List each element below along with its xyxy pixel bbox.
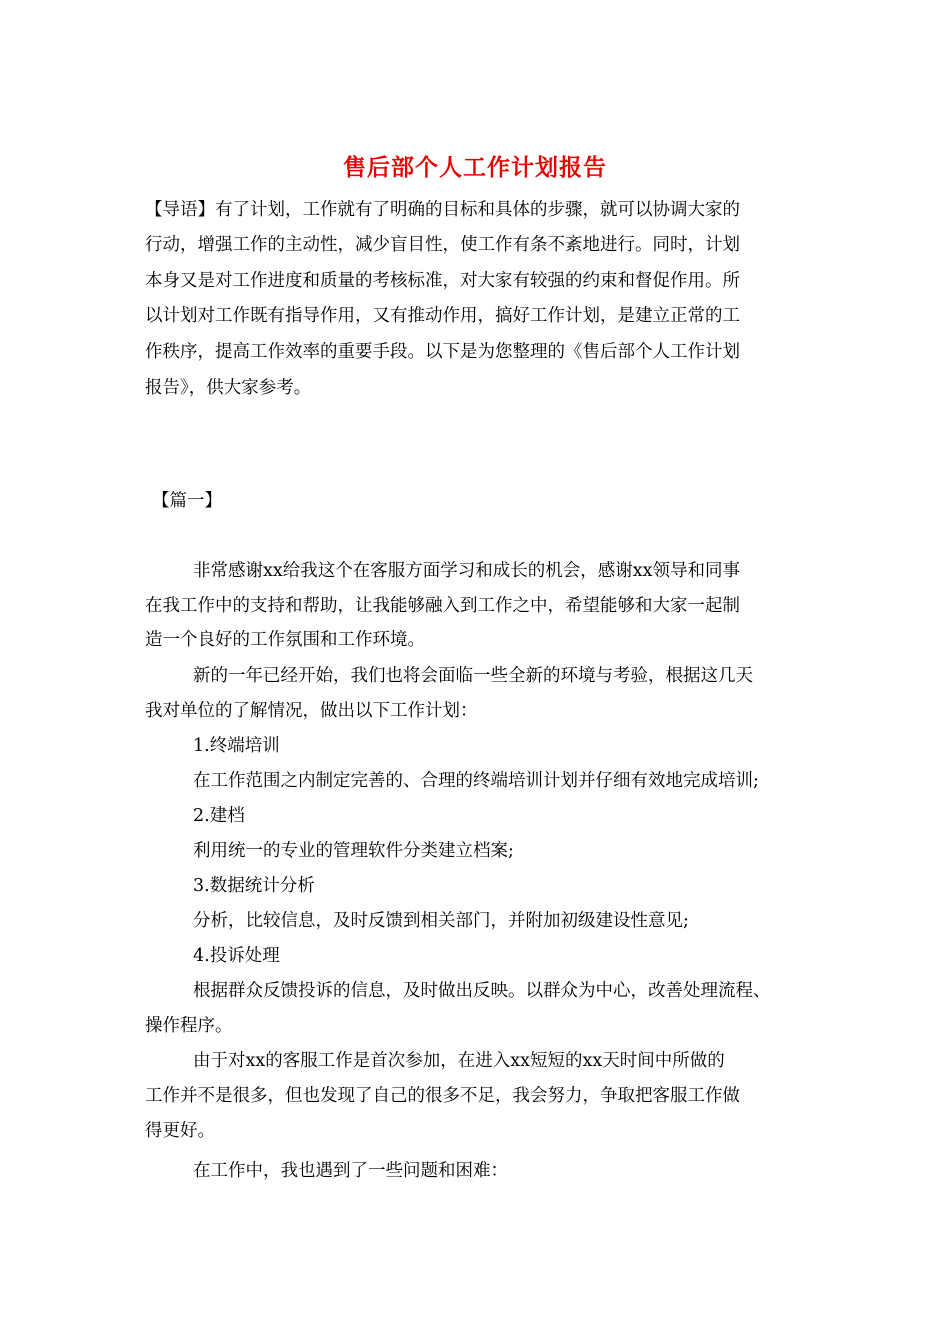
body-line: 分析，比较信息，及时反馈到相关部门，并附加初级建设性意见; <box>193 911 689 931</box>
intro-line: 以计划对工作既有指导作用，又有推动作用，搞好工作计划，是建立正常的工 <box>145 306 740 326</box>
intro-line: 作秩序，提高工作效率的重要手段。以下是为您整理的《售后部个人工作计划 <box>145 342 740 362</box>
body-line: 利用统一的专业的管理软件分类建立档案; <box>193 841 514 861</box>
list-item-heading: 4.投诉处理 <box>193 946 280 966</box>
list-item-heading: 3.数据统计分析 <box>193 876 315 896</box>
body-line: 操作程序。 <box>145 1016 233 1036</box>
body-line: 在工作中，我也遇到了一些问题和困难： <box>193 1161 508 1181</box>
body-line: 在工作范围之内制定完善的、合理的终端培训计划并仔细有效地完成培训; <box>193 771 759 791</box>
body-line: 在我工作中的支持和帮助，让我能够融入到工作之中，希望能够和大家一起制 <box>145 596 740 616</box>
body-line: 新的一年已经开始，我们也将会面临一些全新的环境与考验，根据这几天 <box>193 666 753 686</box>
body-line: 非常感谢xx给我这个在客服方面学习和成长的机会，感谢xx领导和同事 <box>193 561 740 581</box>
document-title: 售后部个人工作计划报告 <box>343 154 607 181</box>
intro-line: 【导语】有了计划，工作就有了明确的目标和具体的步骤，就可以协调大家的 <box>145 200 740 220</box>
list-item-heading: 2.建档 <box>193 806 245 826</box>
section-heading: 【篇一】 <box>152 491 222 511</box>
intro-line: 行动，增强工作的主动性，减少盲目性，使工作有条不紊地进行。同时，计划 <box>145 235 740 255</box>
body-line: 根据群众反馈投诉的信息，及时做出反映。以群众为中心，改善处理流程、 <box>193 981 771 1001</box>
body-line: 造一个良好的工作氛围和工作环境。 <box>145 630 425 650</box>
body-line: 我对单位的了解情况，做出以下工作计划： <box>145 701 478 721</box>
intro-line: 报告》，供大家参考。 <box>145 378 312 398</box>
intro-line: 本身又是对工作进度和质量的考核标准，对大家有较强的约束和督促作用。所 <box>145 271 740 291</box>
list-item-heading: 1.终端培训 <box>193 736 280 756</box>
body-line: 由于对xx的客服工作是首次参加，在进入xx短短的xx天时间中所做的 <box>193 1051 725 1071</box>
body-line: 得更好。 <box>145 1121 215 1141</box>
body-line: 工作并不是很多，但也发现了自己的很多不足，我会努力，争取把客服工作做 <box>145 1086 740 1106</box>
